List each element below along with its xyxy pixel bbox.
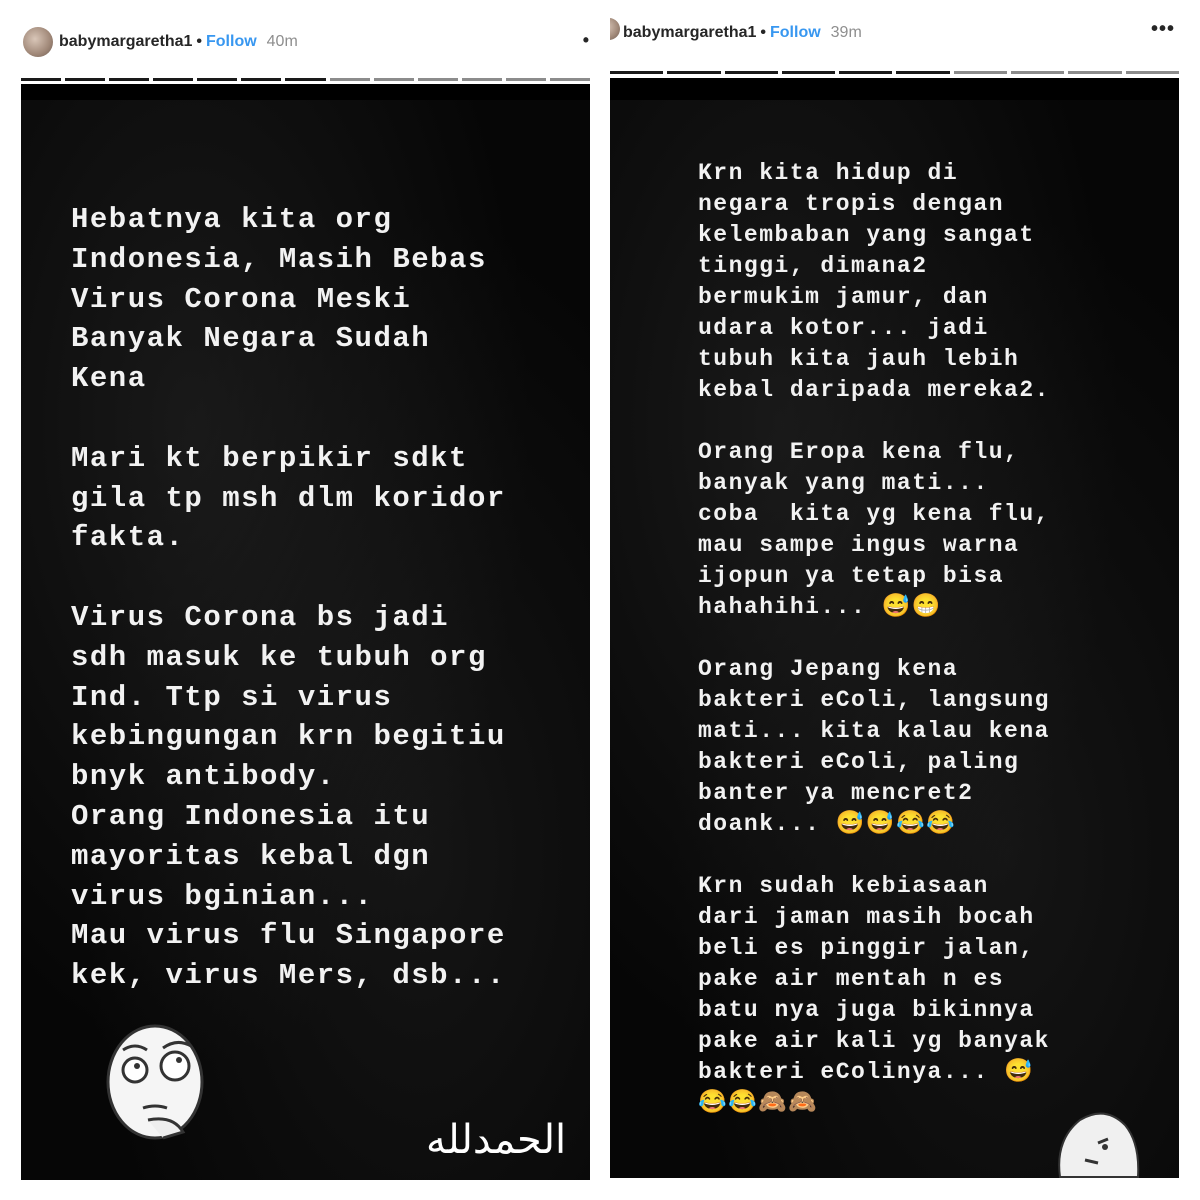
- progress-segment: [330, 78, 370, 81]
- progress-segment: [506, 78, 546, 81]
- more-options-icon[interactable]: •: [582, 30, 590, 50]
- progress-segment: [21, 78, 61, 81]
- progress-segment: [896, 71, 949, 74]
- progress-segment: [65, 78, 105, 81]
- avatar[interactable]: [610, 18, 620, 40]
- story-text: Hebatnya kita org Indonesia, Masih Bebas Virus Corona Meski Banyak Negara Sudah Kena Mari kt berpikir sdkt gila tp msh dlm koridor fakta. Virus Corona bs jadi sdh masuk ke tubuh org Ind. Ttp si virus kebingungan krn begitiu bnyk antibody. Orang Indonesia itu mayoritas kebal dgn virus bginian... Mau virus flu Singapore kek, virus Mers, dsb...: [71, 203, 506, 993]
- progress-segment: [1068, 71, 1121, 74]
- progress-segment: [418, 78, 458, 81]
- header-text: [59, 33, 298, 51]
- progress-segment: [462, 78, 502, 81]
- separator-dot: •: [196, 33, 202, 50]
- timestamp: 39m: [830, 24, 862, 41]
- separator-dot: •: [760, 24, 766, 41]
- thinking-meme-face-icon: [103, 1020, 213, 1145]
- progress-segment: [1011, 71, 1064, 74]
- progress-segment: [1126, 71, 1179, 74]
- progress-segment: [109, 78, 149, 81]
- alhamdulillah-sticker: الحمدلله: [426, 1117, 567, 1163]
- story-text: Krn kita hidup di negara tropis dengan kelembaban yang sangat tinggi, dimana2 bermukim jamur, dan udara kotor... jadi tubuh kita jauh lebih kebal daripada mereka2. Orang Eropa kena flu, banyak yang mati... coba kita yg kena flu, mau sampe ingus warna ijopun ya tetap bisa hahahihi... 😅😁 Orang Jepang kena bakteri eColi, langsung mati... kita kalau kena bakteri eColi, paling banter ya mencret2 doank... 😅😅😂😂 Krn sudah kebiasaan dari jaman masih bocah beli es pinggir jalan, pake air mentah n es batu nya juga bikinnya pake air kali yg banyak bakteri eColinya... 😅 😂😂🙈🙈: [698, 160, 1050, 1116]
- progress-segment: [374, 78, 414, 81]
- progress-segment: [550, 78, 590, 81]
- progress-segment: [610, 71, 663, 74]
- avatar[interactable]: [23, 27, 53, 57]
- username[interactable]: babymargaretha1: [59, 33, 193, 50]
- progress-segment: [954, 71, 1007, 74]
- story-header: [21, 20, 590, 84]
- blob-face-icon: [1050, 1105, 1150, 1178]
- story-header: [610, 10, 1179, 78]
- story-progress-bar: [21, 78, 590, 81]
- story-right[interactable]: [610, 10, 1179, 1178]
- progress-segment: [839, 71, 892, 74]
- progress-segment: [667, 71, 720, 74]
- header-text: [623, 24, 862, 42]
- username[interactable]: babymargaretha1: [623, 24, 757, 41]
- progress-segment: [153, 78, 193, 81]
- progress-segment: [241, 78, 281, 81]
- progress-segment: [725, 71, 778, 74]
- progress-segment: [285, 78, 325, 81]
- follow-button[interactable]: Follow: [770, 24, 821, 41]
- progress-segment: [197, 78, 237, 81]
- follow-button[interactable]: Follow: [206, 33, 257, 50]
- timestamp: 40m: [266, 33, 298, 50]
- story-progress-bar: [610, 71, 1179, 74]
- more-options-icon[interactable]: •••: [1150, 18, 1175, 40]
- progress-segment: [782, 71, 835, 74]
- story-left[interactable]: [21, 20, 590, 1180]
